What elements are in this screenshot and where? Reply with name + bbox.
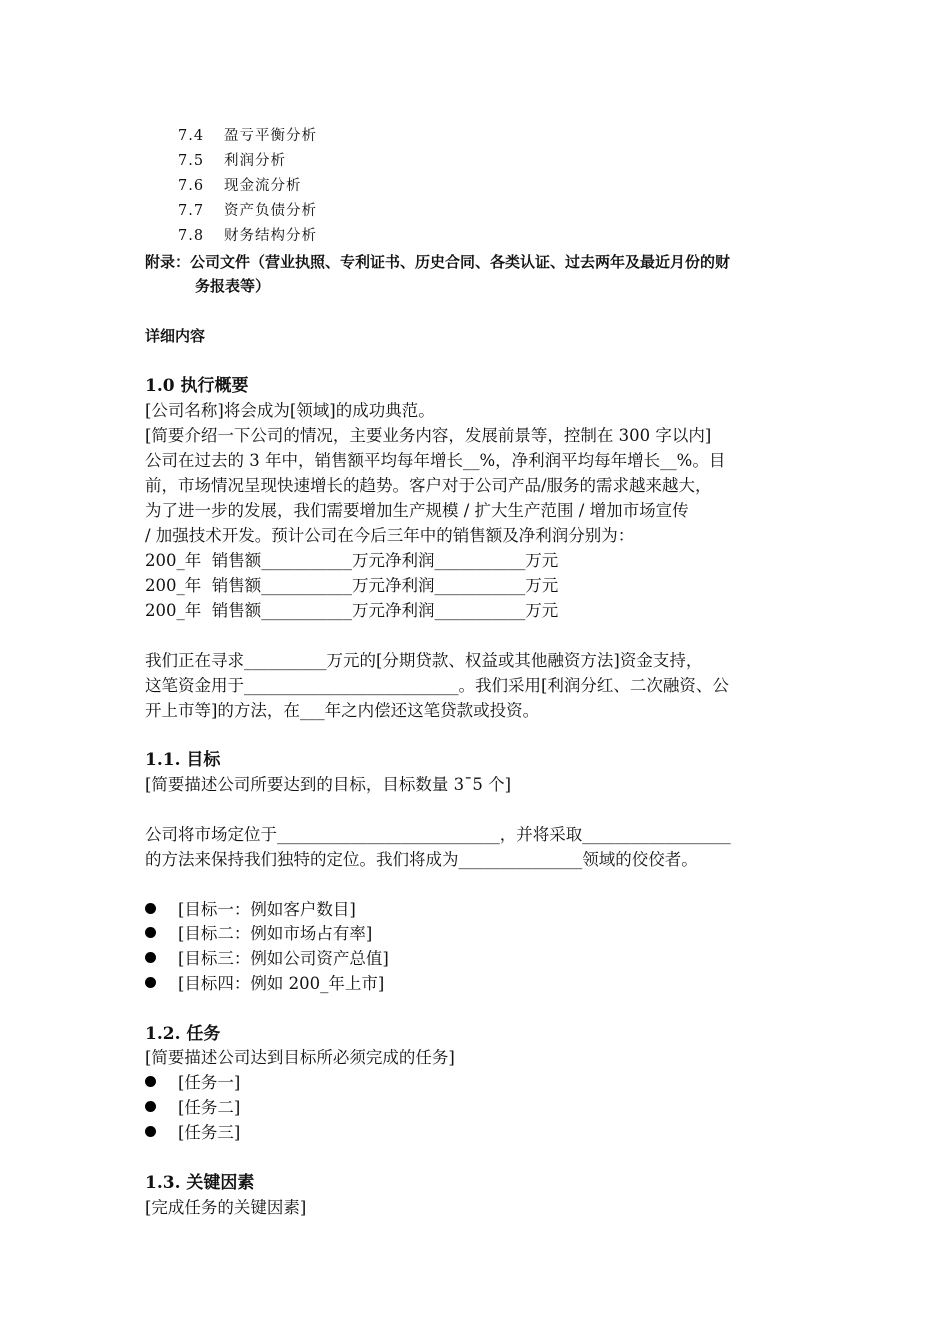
paragraph-line: 的方法来保持我们独特的定位。我们将成为_______________领域的佼佼者。 bbox=[145, 850, 698, 869]
section-intro: [完成任务的关键因素] bbox=[145, 1198, 307, 1217]
section-heading: 1.3. 关键因素 bbox=[145, 1173, 255, 1193]
toc-item: 7.6 现金流分析 bbox=[178, 178, 302, 194]
paragraph-line: 我们正在寻求__________万元的[分期贷款、权益或其他融资方法]资金支持， bbox=[145, 651, 703, 670]
list-item: [目标四：例如 200_年上市] bbox=[145, 972, 384, 996]
forecast-line: 200_年 销售额___________万元净利润___________万元 bbox=[145, 576, 559, 595]
bullet-icon bbox=[145, 952, 156, 963]
toc-item: 7.5 利润分析 bbox=[178, 153, 286, 169]
paragraph-line: 开上市等]的方法，在___年之内偿还这笔贷款或投资。 bbox=[145, 701, 540, 720]
section-intro: [简要描述公司所要达到的目标，目标数量 3¯5 个] bbox=[145, 775, 512, 794]
paragraph-line: 这笔资金用于__________________________。我们采用[利润分红、二次融资、公 bbox=[145, 676, 729, 695]
appendix-line: 务报表等） bbox=[195, 277, 271, 295]
paragraph-line: 公司在过去的 3 年中，销售额平均每年增长__%，净利润平均每年增长__%。目 bbox=[145, 451, 726, 470]
toc-item: 7.7 资产负债分析 bbox=[178, 203, 317, 219]
paragraph-line: / 加强技术开发。预计公司在今后三年中的销售额及净利润分别为： bbox=[145, 526, 635, 545]
paragraph-line: 为了进一步的发展，我们需要增加生产规模 / 扩大生产范围 / 增加市场宣传 bbox=[145, 501, 689, 520]
paragraph-line: 前，市场情况呈现快速增长的趋势。客户对于公司产品/服务的需求越来越大， bbox=[145, 476, 712, 495]
section-heading: 1.0 执行概要 bbox=[145, 376, 249, 396]
bullet-icon bbox=[145, 977, 156, 988]
bullet-icon bbox=[145, 903, 156, 914]
list-item: [任务一] bbox=[145, 1071, 240, 1095]
section-intro: [简要描述公司达到目标所必须完成的任务] bbox=[145, 1048, 455, 1067]
list-item: [目标一：例如客户数目] bbox=[145, 898, 356, 922]
list-item: [任务二] bbox=[145, 1096, 240, 1120]
forecast-line: 200_年 销售额___________万元净利润___________万元 bbox=[145, 601, 559, 620]
list-item: [任务三] bbox=[145, 1121, 240, 1145]
paragraph-line: 公司将市场定位于___________________________，并将采取__________________ bbox=[145, 825, 731, 844]
list-item: [目标三：例如公司资产总值] bbox=[145, 947, 389, 971]
bullet-icon bbox=[145, 1101, 156, 1112]
bullet-icon bbox=[145, 1126, 156, 1137]
section-heading: 1.2. 任务 bbox=[145, 1024, 221, 1044]
paragraph-line: [公司名称]将会成为[领域]的成功典范。 bbox=[145, 401, 435, 420]
bullet-icon bbox=[145, 1076, 156, 1087]
section-heading: 1.1. 目标 bbox=[145, 750, 221, 770]
detail-heading: 详细内容 bbox=[145, 327, 206, 345]
paragraph-line: [简要介绍一下公司的情况，主要业务内容，发展前景等，控制在 300 字以内] bbox=[145, 426, 712, 445]
list-item: [目标二：例如市场占有率] bbox=[145, 922, 372, 946]
forecast-line: 200_年 销售额___________万元净利润___________万元 bbox=[145, 551, 559, 570]
toc-item: 7.4 盈亏平衡分析 bbox=[178, 128, 317, 144]
bullet-icon bbox=[145, 927, 156, 938]
toc-item: 7.8 财务结构分析 bbox=[178, 228, 317, 244]
appendix-line: 附录：公司文件（营业执照、专利证书、历史合同、各类认证、过去两年及最近月份的财 bbox=[145, 253, 731, 271]
